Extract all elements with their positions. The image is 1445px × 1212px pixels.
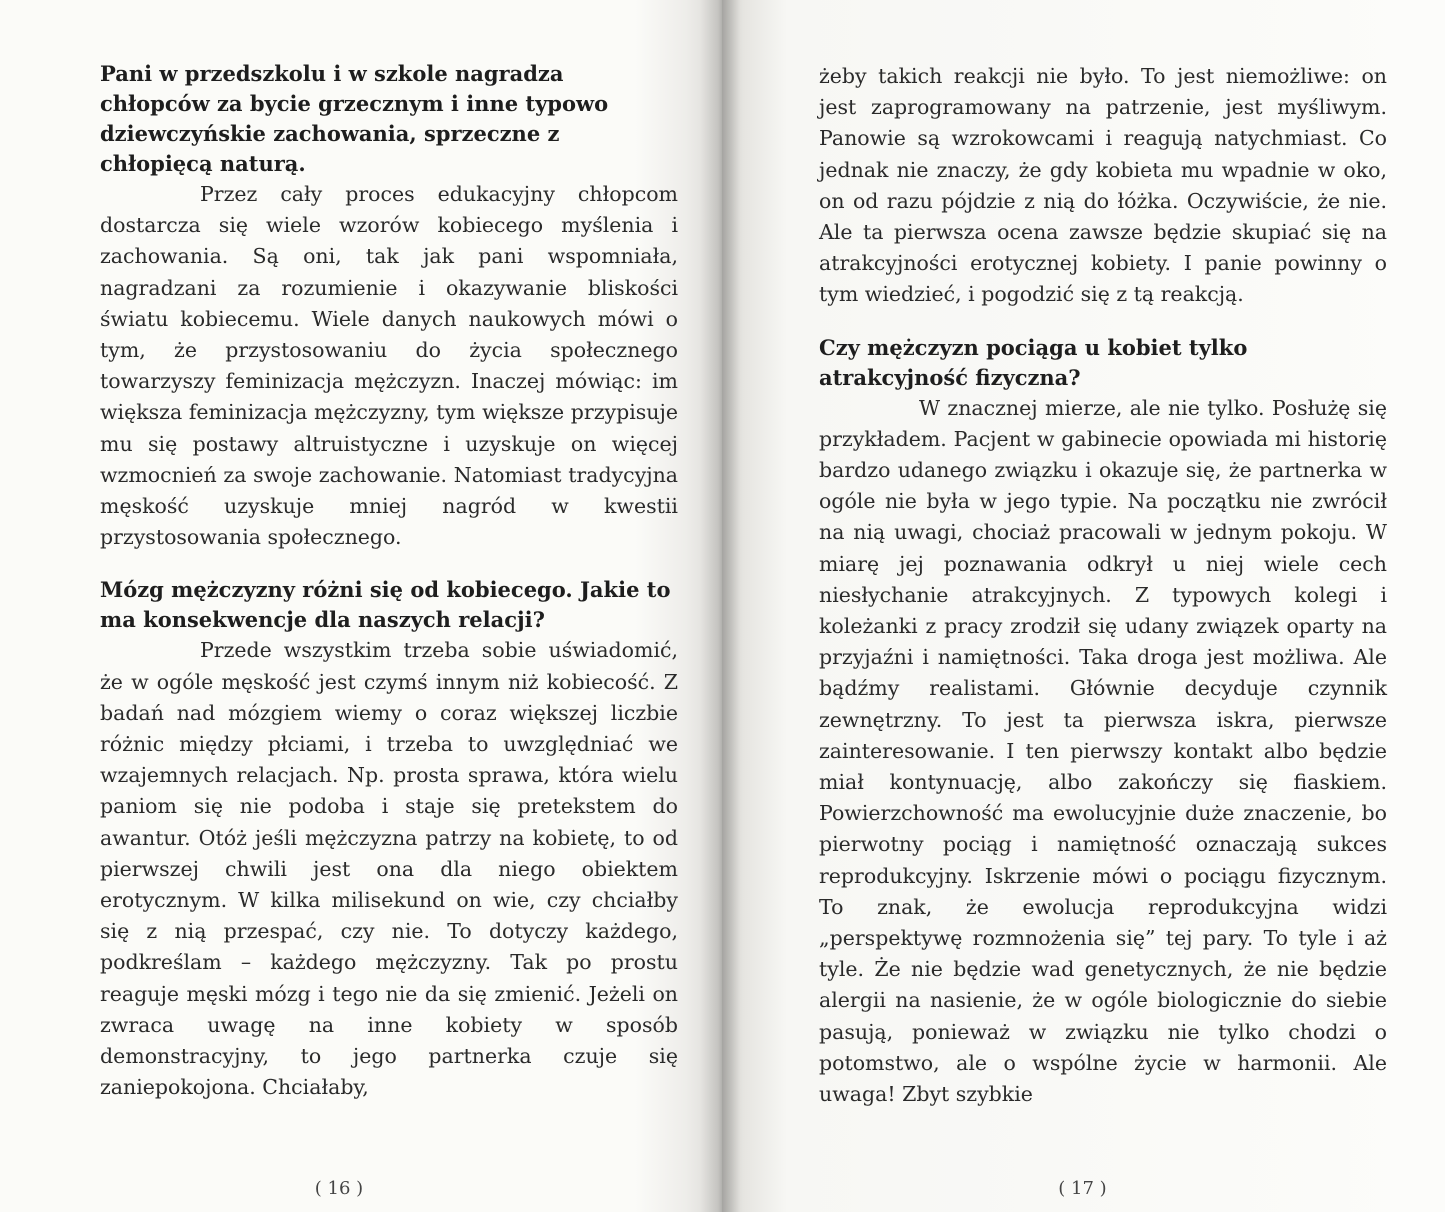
right-paragraph-1: żeby takich reakcji nie było. To jest niemożliwe: on jest zaprogramowany na patrzenie, jest myśliwym. Panowie są wzrokowcami i reagują natychmiast. Co jednak nie znaczy, że gdy kobieta mu wpadnie w oko, on od razu pójdzie z nią do łóżka. Oczywiście, że nie. Ale ta pierwsza ocena zawsze będzie skupiać się na atrakcyjności erotycznej kobiety. I panie powinny o tym wiedzieć, i pogodzić się z tą reakcją. — [819, 64, 1387, 307]
right-page — [722, 0, 1445, 1212]
right-heading-1: Czy mężczyzn pociąga u kobiet tylko atrakcyjność fizyczna? — [819, 334, 1248, 390]
right-text-block — [819, 61, 1387, 1110]
left-page — [0, 0, 722, 1212]
left-heading-2: Mózg mężczyzny różni się od kobiecego. Jakie to ma konsekwencje dla naszych relacji? — [100, 577, 671, 633]
left-text-block — [100, 59, 678, 1103]
right-page-number: ( 17 ) — [1058, 1178, 1107, 1199]
right-paragraph-2: W znacznej mierze, ale nie tylko. Posłużę się przykładem. Pacjent w gabinecie opowiada mi historię bardzo udanego związku i okazuje się, że partnerka w ogóle nie była w jego typie. Na początku nie zwrócił na nią uwagi, chociaż pracowali w jednym pokoju. W miarę jej poznawania odkrył u niej wiele cech niesłychanie atrakcyjnych. Z typowych kolegi i koleżanki z pracy zrodził się udany związek oparty na przyjaźni i namiętności. Taka droga jest możliwa. Ale bądźmy realistami. Głównie decyduje czynnik zewnętrzny. To jest ta pierwsza iskra, pierwsze zainteresowanie. I ten pierwszy kontakt albo będzie miał kontynuację, albo zakończy się fiaskiem. Powierzchowność ma ewolucyjnie duże znaczenie, bo pierwotny pociąg i namiętność oznaczają sukces reprodukcyjny. Iskrzenie mówi o pociągu fizycznym. To znak, że ewolucja reprodukcyjna widzi „perspektywę rozmnożenia się” tej pary. To tyle i aż tyle. Że nie będzie wad genetycznych, że nie będzie alergii na nasienie, że w ogóle biologicznie do siebie pasują, ponieważ w związku nie tylko chodzi o potomstwo, ale o wspólne życie w harmonii. Ale uwaga! Zbyt szybkie — [819, 395, 1387, 1107]
left-paragraph-1: Przez cały proces edukacyjny chłopcom dostarcza się wiele wzorów kobiecego myślenia i zachowania. Są oni, tak jak pani wspomniała, nagradzani za rozumienie i okazywanie bliskości światu kobiecemu. Wiele danych naukowych mówi o tym, że przystosowaniu do życia społecznego towarzyszy feminizacja mężczyzn. Inaczej mówiąc: im większa feminizacja mężczyzny, tym większe przypisuje mu się postawy altruistyczne i uzyskuje on więcej wzmocnień za swoje zachowanie. Natomiast tradycyjna męskość uzyskuje mniej nagród w kwestii przystosowania społecznego. — [100, 182, 678, 550]
left-heading-1: Pani w przedszkolu i w szkole nagradza chłopców za bycie grzecznym i inne typowo dziewczyńskie zachowania, sprzeczne z chłopięcą naturą. — [100, 61, 609, 176]
left-paragraph-2: Przede wszystkim trzeba sobie uświadomić, że w ogóle męskość jest czymś innym niż kobiecość. Z badań nad mózgiem wiemy o coraz większej liczbie różnic między płciami, i trzeba to uwzględniać we wzajemnych relacjach. Np. prosta sprawa, która wielu paniom się nie podoba i staje się pretekstem do awantur. Otóż jeśli mężczyzna patrzy na kobietę, to od pierwszej chwili jest ona dla niego obiektem erotycznym. W kilka milisekund on wie, czy chciałby się z nią przespać, czy nie. To dotyczy każdego, podkreślam – każdego mężczyzny. Tak po prostu reaguje męski mózg i tego nie da się zmienić. Jeżeli on zwraca uwagę na inne kobiety w sposób demonstracyjny, to jego partnerka czuje się zaniepokojona. Chciałaby, — [100, 638, 678, 1100]
left-page-number: ( 16 ) — [314, 1178, 364, 1199]
